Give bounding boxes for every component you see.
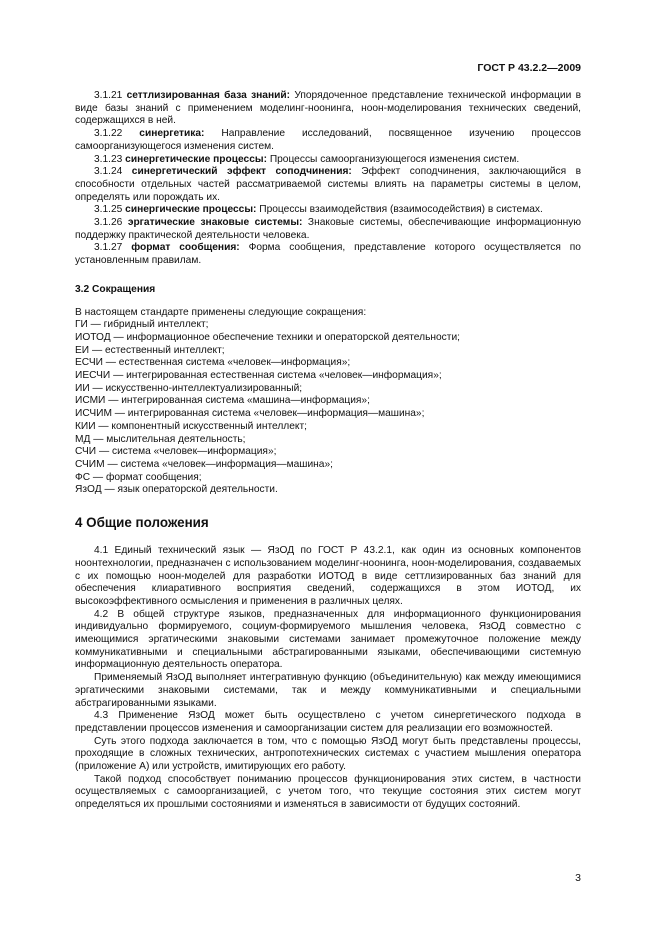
definition-3-1-23 xyxy=(75,154,581,167)
abbreviation-item: КИИ — компонентный искусственный интеллект; xyxy=(75,420,307,432)
definition-term: синергические процессы: xyxy=(125,204,257,216)
definition-term: формат сообщения: xyxy=(131,242,240,254)
section-4-paragraph: 4.1 Единый технический язык — ЯзОД по ГОСТ Р 43.2.1, как один из основных компонентов ноонтехнологии, предназначен с использованием моделинг-ноонинга, ноон-моделирования, создаваемых с их помощью ноон-моделей для разработки ИОТОД в виде сеттлизированных баз знаний для обеспечения клиаративного восприятия сведений, содержащихся в этом ИОТОД, их высокоэффективного осмысления и применения в различных целях. xyxy=(75,545,581,607)
definition-3-1-22 xyxy=(75,128,581,153)
abbreviation-item: ГИ — гибридный интеллект; xyxy=(75,319,209,331)
section-4-paragraph: Применяемый ЯзОД выполняет интегративную функцию (объединительную) как между имеющимися эргатическими знаковыми системами, так и между коммуникативными и специальными абстрагированными языками. xyxy=(75,672,581,709)
definition-number: 3.1.27 xyxy=(94,242,123,254)
definition-3-1-26 xyxy=(75,217,581,242)
definition-number: 3.1.26 xyxy=(94,217,123,229)
definition-number: 3.1.23 xyxy=(94,153,123,165)
abbreviation-item: ИЕСЧИ — интегрированная естественная система «человек—информация»; xyxy=(75,370,442,382)
abbreviation-item: ИИ — искусственно-интеллектуализированный; xyxy=(75,382,303,394)
definition-3-1-25 xyxy=(75,204,581,217)
abbreviation-item: СЧИМ — система «человек—информация—машина»; xyxy=(75,458,333,470)
definition-text: Процессы самоорганизующегося изменения систем. xyxy=(269,153,520,165)
definition-number: 3.1.24 xyxy=(94,166,123,178)
document-code: ГОСТ Р 43.2.2—2009 xyxy=(477,62,581,74)
section-4-paragraph: 4.2 В общей структуре языков, предназначенных для информационного функционирования индивидуально формируемого, социум-формируемого мышления человека, ЯзОД совместно с имеющимися эргатическими знаковыми системами занимает промежуточное положение между коммуникативными и специальными абстрагированными языками, обеспечивающими системную информационную деятельность оператора. xyxy=(75,608,581,671)
definition-3-1-27 xyxy=(75,242,581,267)
abbreviation-item: ИОТОД — информационное обеспечение техники и операторской деятельности; xyxy=(75,331,460,343)
section-4-paragraph: Суть этого подхода заключается в том, что с помощью ЯзОД могут быть представлены процессы, проходящие в сложных технических, антропотехнических системах с участием мышления оператора (приложение А) или устройств, имитирующих его работу. xyxy=(75,735,581,773)
abbreviation-item: ИСЧИМ — интегрированная система «человек—информация—машина»; xyxy=(75,408,425,420)
definition-text: Форма сообщения, представление которого осуществляется по установленным правилам. xyxy=(75,242,581,267)
abbreviation-item: ИСМИ — интегрированная система «машина—информация»; xyxy=(75,395,370,407)
abbreviation-item: МД — мыслительная деятельность; xyxy=(75,433,246,445)
definition-number: 3.1.25 xyxy=(94,204,123,216)
definition-text: Эффект соподчинения, заключающийся в способности отдельных частей рассматриваемой системы влиять на параметры системы в целом, определять или порождать их. xyxy=(75,166,581,203)
section-4-paragraph: Такой подход способствует пониманию процессов функционирования этих систем, в частности осуществляемых с самоорганизацией, с учетом того, что текущие состояния этих систем могут определяться их прошлыми состояниями и изменяться в зависимости от будущих состояний. xyxy=(75,773,581,811)
abbreviation-item: ФС — формат сообщения; xyxy=(75,471,202,483)
abbreviation-item: СЧИ — система «человек—информация»; xyxy=(75,446,277,458)
abbreviation-item: ЯзОД — язык операторской деятельности. xyxy=(75,484,278,496)
definition-3-1-24 xyxy=(75,166,581,204)
abbreviation-item: ЕИ — естественный интеллект; xyxy=(75,344,225,356)
abbreviation-item: ЕСЧИ — естественная система «человек—информация»; xyxy=(75,357,351,369)
definition-term: сеттлизированная база знаний: xyxy=(126,90,291,101)
definition-text: Упорядоченное представление технической информации в виде базы знаний с применением моделинг-ноонинга, ноон-моделирования технических сведений, содержащихся в ней. xyxy=(75,90,581,127)
definition-term: синергетика: xyxy=(139,128,205,140)
definition-number: 3.1.21 xyxy=(94,90,123,101)
page-content xyxy=(75,90,581,812)
definition-term: синергетический эффект соподчинения: xyxy=(131,166,352,178)
abbreviations-list xyxy=(75,319,581,497)
section-4-heading: 4 Общие положения xyxy=(75,515,209,531)
definition-text: Знаковые системы, обеспечивающие информационную поддержку практической деятельности человека. xyxy=(75,217,581,241)
definition-term: синергетические процессы: xyxy=(125,153,267,165)
definition-text: Направление исследований, посвященное изучению процессов самоорганизующегося изменения систем. xyxy=(75,128,581,152)
definition-term: эргатические знаковые системы: xyxy=(127,217,303,229)
definition-3-1-21 xyxy=(75,90,581,128)
abbreviations-heading: 3.2 Сокращения xyxy=(75,283,156,295)
definition-number: 3.1.22 xyxy=(94,128,123,140)
definition-text: Процессы взаимодействия (взаимосодействия) в системах. xyxy=(259,204,543,216)
abbreviations-intro: В настоящем стандарте применены следующие сокращения: xyxy=(75,306,367,318)
page-number: 3 xyxy=(575,872,581,884)
section-4-paragraph: 4.3 Применение ЯзОД может быть осуществлено с учетом синергетического подхода в представлении процессов изменения и самоорганизации систем для реализации его возможностей. xyxy=(75,710,581,734)
